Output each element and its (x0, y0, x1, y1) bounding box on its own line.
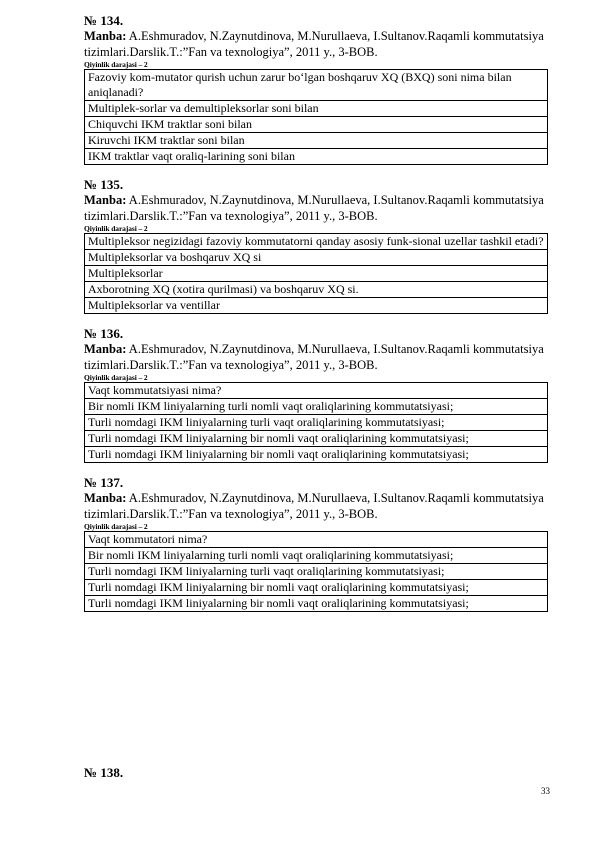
table-row (85, 532, 548, 548)
next-question-number: № 138. (84, 765, 124, 780)
page-content (84, 12, 548, 623)
table-row (85, 415, 548, 431)
difficulty-level: Qiyinlik darajasi – 2 (84, 224, 148, 233)
question-text: Vaqt kommutatori nima? (85, 532, 548, 548)
table-row (85, 399, 548, 415)
question-number: № 135. (84, 177, 124, 192)
question-block-135 (84, 176, 548, 314)
question-text: Multipleksor negizidagi fazoviy kommutatorni qanday asosiy funk-sional uzellar tashkil etadi? (85, 234, 548, 250)
source-label: Manba: (84, 193, 127, 207)
page-number: 33 (541, 786, 550, 796)
answer-option: Turli nomdagi IKM liniyalarning bir nomli vaqt oraliqlarining kommutatsiyasi; (85, 580, 548, 596)
answer-option: Turli nomdagi IKM liniyalarning bir nomli vaqt oraliqlarining kommutatsiyasi; (85, 596, 548, 612)
answer-option: Multipleksorlar (85, 266, 548, 282)
answer-option: Axborotning XQ (xotira qurilmasi) va boshqaruv XQ si. (85, 282, 548, 298)
source-label: Manba: (84, 29, 127, 43)
answer-option: Multipleksorlar va boshqaruv XQ si (85, 250, 548, 266)
table-row (85, 447, 548, 463)
table-row (85, 580, 548, 596)
source-text: A.Eshmuradov, N.Zaynutdinova, M.Nurullaeva, I.Sultanov.Raqamli kommutatsiya tizimlari.Darslik.T.:”Fan va texnologiya”, 2011 y., 3-BOB. (84, 29, 544, 59)
answer-option: Bir nomli IKM liniyalarning turli nomli vaqt oraliqlarining kommutatsiyasi; (85, 548, 548, 564)
answer-table (84, 382, 548, 463)
question-number: № 137. (84, 475, 124, 490)
answer-option: Chiquvchi IKM traktlar soni bilan (85, 117, 548, 133)
answer-option: Kiruvchi IKM traktlar soni bilan (85, 133, 548, 149)
answer-option: Bir nomli IKM liniyalarning turli nomli vaqt oraliqlarining kommutatsiyasi; (85, 399, 548, 415)
table-row (85, 282, 548, 298)
question-text: Fazoviy kom-mutator qurish uchun zarur bo‘lgan boshqaruv XQ (BXQ) soni nima bilan aniqlanadi? (85, 70, 548, 101)
table-row (85, 70, 548, 101)
source-citation (84, 342, 548, 373)
answer-option: Turli nomdagi IKM liniyalarning turli vaqt oraliqlarining kommutatsiyasi; (85, 564, 548, 580)
difficulty-level: Qiyinlik darajasi – 2 (84, 522, 148, 531)
difficulty-level: Qiyinlik darajasi – 2 (84, 60, 148, 69)
table-row (85, 596, 548, 612)
question-block-134 (84, 12, 548, 165)
table-row (85, 117, 548, 133)
table-row (85, 234, 548, 250)
answer-option: Multiplek-sorlar va demultipleksorlar soni bilan (85, 101, 548, 117)
source-citation (84, 193, 548, 224)
answer-option: Multipleksorlar va ventillar (85, 298, 548, 314)
table-row (85, 149, 548, 165)
table-row (85, 250, 548, 266)
answer-option: Turli nomdagi IKM liniyalarning bir nomli vaqt oraliqlarining kommutatsiyasi; (85, 447, 548, 463)
table-row (85, 548, 548, 564)
source-label: Manba: (84, 342, 127, 356)
answer-table (84, 69, 548, 165)
answer-table (84, 233, 548, 314)
source-citation (84, 491, 548, 522)
answer-option: Turli nomdagi IKM liniyalarning turli vaqt oraliqlarining kommutatsiyasi; (85, 415, 548, 431)
question-block-136 (84, 325, 548, 463)
table-row (85, 298, 548, 314)
table-row (85, 431, 548, 447)
question-number: № 136. (84, 326, 124, 341)
table-row (85, 564, 548, 580)
source-text: A.Eshmuradov, N.Zaynutdinova, M.Nurullaeva, I.Sultanov.Raqamli kommutatsiya tizimlari.Darslik.T.:”Fan va texnologiya”, 2011 y., 3-BOB. (84, 342, 544, 372)
table-row (85, 383, 548, 399)
question-number: № 134. (84, 13, 124, 28)
table-row (85, 101, 548, 117)
source-text: A.Eshmuradov, N.Zaynutdinova, M.Nurullaeva, I.Sultanov.Raqamli kommutatsiya tizimlari.Darslik.T.:”Fan va texnologiya”, 2011 y., 3-BOB. (84, 491, 544, 521)
table-row (85, 133, 548, 149)
difficulty-level: Qiyinlik darajasi – 2 (84, 373, 148, 382)
answer-option: IKM traktlar vaqt oraliq-larining soni bilan (85, 149, 548, 165)
answer-option: Turli nomdagi IKM liniyalarning bir nomli vaqt oraliqlarining kommutatsiyasi; (85, 431, 548, 447)
source-text: A.Eshmuradov, N.Zaynutdinova, M.Nurullaeva, I.Sultanov.Raqamli kommutatsiya tizimlari.Darslik.T.:”Fan va texnologiya”, 2011 y., 3-BOB. (84, 193, 544, 223)
answer-table (84, 531, 548, 612)
source-label: Manba: (84, 491, 127, 505)
table-row (85, 266, 548, 282)
source-citation (84, 29, 548, 60)
question-block-137 (84, 474, 548, 612)
question-text: Vaqt kommutatsiyasi nima? (85, 383, 548, 399)
